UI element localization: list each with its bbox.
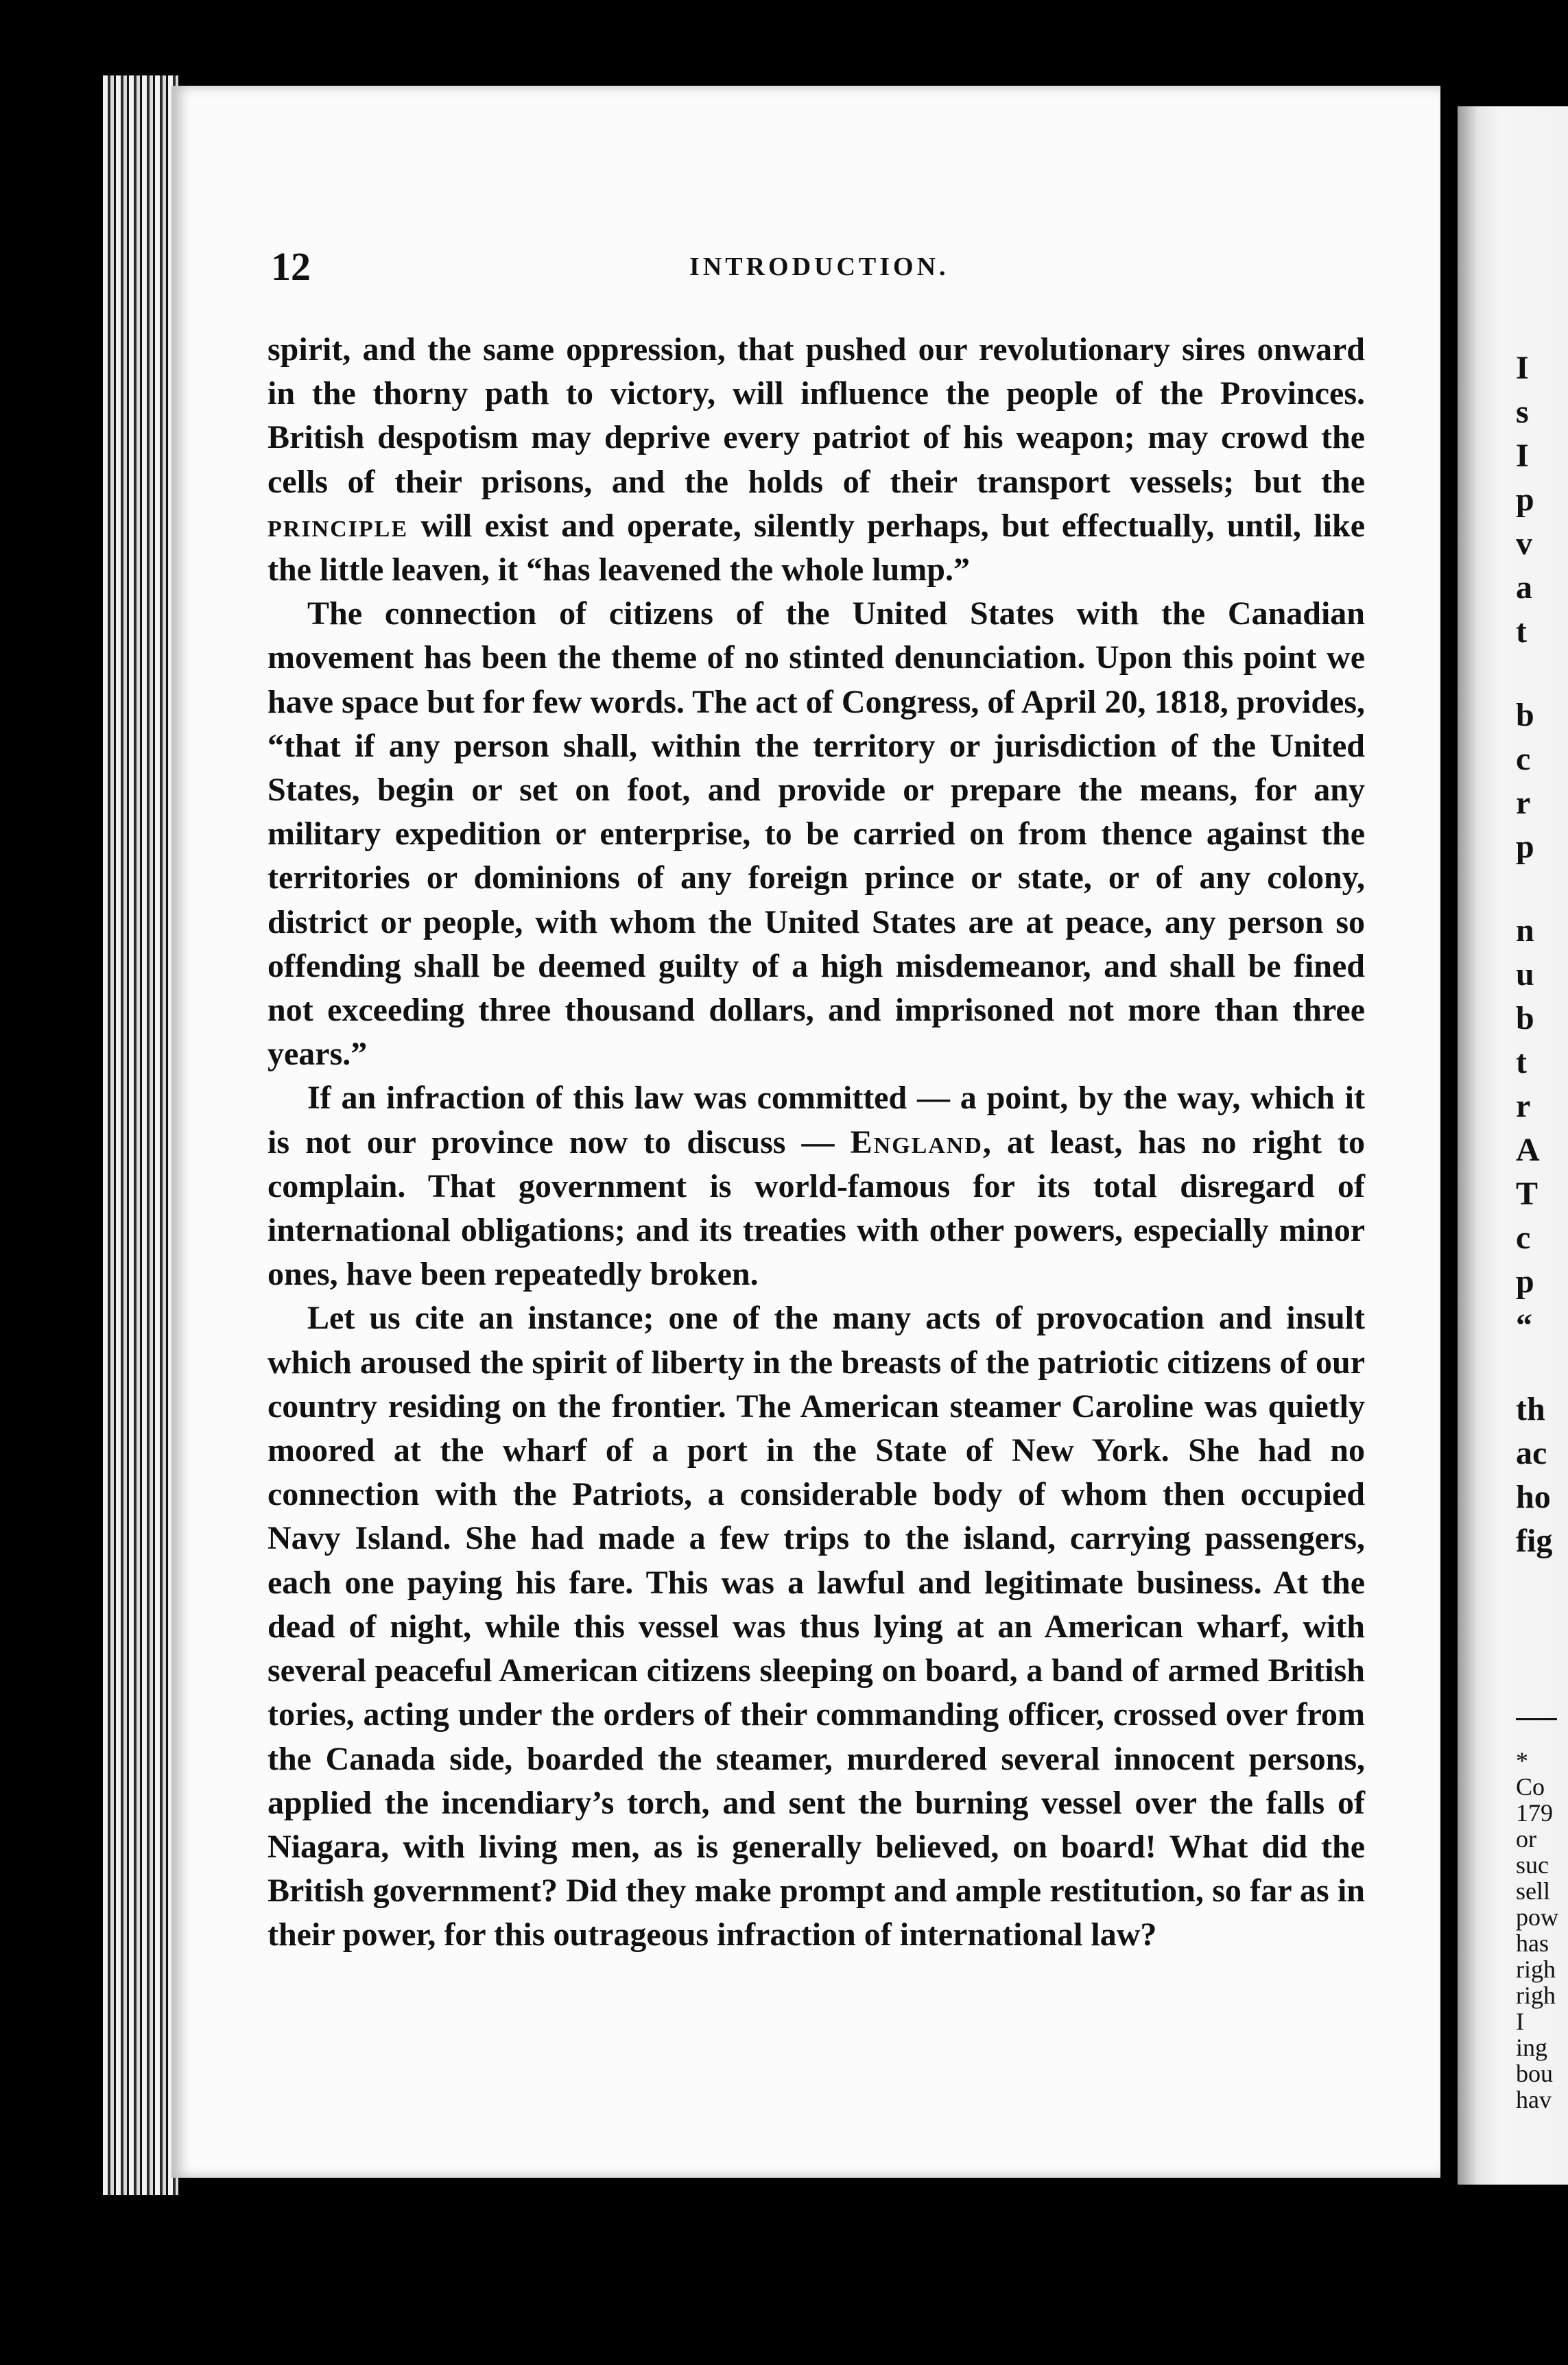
facing-page-fragment: p	[1516, 482, 1534, 518]
small-caps-text: England	[850, 1124, 983, 1161]
facing-page-fragment: n	[1516, 912, 1534, 949]
facing-page-fragment: I	[1516, 350, 1529, 386]
facing-page-note-fragment: righ	[1516, 1956, 1556, 1983]
facing-page-fragment: v	[1516, 525, 1532, 562]
facing-page-fragment: I	[1516, 438, 1529, 474]
paragraph	[268, 1076, 1365, 1296]
facing-page-fragment: r	[1516, 785, 1531, 821]
facing-page-fragment: a	[1516, 569, 1532, 606]
facing-page-note-fragment: bou	[1516, 2060, 1553, 2087]
paragraph-text: If an infraction of this law was committed — a point, by the way, which it is not our province now to discuss —	[268, 1080, 1365, 1161]
facing-page-edge	[1458, 106, 1568, 2185]
facing-page-fragment: ac	[1516, 1435, 1547, 1471]
facing-page-fragment: r	[1516, 1088, 1531, 1124]
facing-page-note-fragment: I	[1516, 2008, 1524, 2035]
facing-page-fragment: c	[1516, 741, 1531, 777]
facing-page-note-fragment: suc	[1516, 1851, 1549, 1879]
paragraph-text: Let us cite an instance; one of the many acts of provocation and insult which aroused the spirit of liberty in the breasts of the patriotic citizens of our country residing on the frontier. The American steamer Caroline was quietly moored at the wharf of a port in the State of New York. She had no connection with the Patriots, a considerable body of whom then occupied Navy Island. She had made a few trips to the island, carrying passengers, each one paying his fare. This was a lawful and legitimate business. At the dead of night, while this vessel was thus lying at an American wharf, with several peaceful American citizens sleeping on board, a band of armed British tories, acting under the orders of their commanding officer, crossed over from the Canada side, boarded the steamer, murdered several innocent persons, applied the incendiary’s torch, and sent the burning vessel over the falls of Niagara, with living men, as is generally believed, on board! What did the British government? Did they make prompt and ample restitution, so far as in their power, for this outrageous infraction of international law?	[268, 1300, 1365, 1953]
facing-page-fragment: p	[1516, 1263, 1534, 1300]
facing-page-fragment: ho	[1516, 1479, 1551, 1515]
facing-page-fragment: “	[1516, 1307, 1532, 1344]
body-text	[268, 328, 1365, 1958]
facing-page-fragment	[1516, 869, 1568, 909]
facing-page-fragment: p	[1516, 829, 1534, 865]
facing-page-note-fragment: ing	[1516, 2034, 1548, 2061]
facing-page-note-fragment: sell	[1516, 1877, 1550, 1905]
facing-page-note-fragment: has	[1516, 1929, 1549, 1957]
page-edges	[103, 75, 178, 2195]
facing-page-fragment: b	[1516, 697, 1534, 733]
paragraph-text: The connection of citizens of the United States with the Canadian movement has been the theme of no stinted denunciation. Upon this point we have space but for few words. The act of Congress, of April 20, 1818, provides, “that if any person shall, within the territory or jurisdiction of the United States, begin or set on foot, and provide or prepare the means, for any military expedition or enterprise, to be carried on from thence against the territories or dominions of any foreign prince or state, or of any colony, district or people, with whom the United States are at peace, any person so offending shall be deemed guilty of a high misdemeanor, and shall be fined not exceeding three thousand dollars, and imprisoned not more than three years.”	[268, 595, 1365, 1073]
footnote-rule	[1516, 1718, 1557, 1720]
paragraph-text: , at least, has no right to complain. That government is world-famous for its total disregard of international obligations; and its treaties with other powers, especially minor ones, have been repeatedly broken.	[268, 1124, 1365, 1293]
page-header	[271, 243, 1372, 292]
facing-page-fragment: b	[1516, 1000, 1534, 1036]
facing-page-fragment: t	[1516, 613, 1527, 650]
facing-page-fragment: c	[1516, 1220, 1531, 1256]
facing-page-fragment: T	[1516, 1176, 1539, 1212]
facing-page-fragment: A	[1516, 1132, 1540, 1168]
facing-page-fragment	[1516, 1348, 1568, 1388]
facing-page-note-fragment: or	[1516, 1825, 1536, 1853]
running-head: INTRODUCTION.	[689, 252, 949, 281]
facing-page-note-fragment: Co	[1516, 1773, 1545, 1801]
facing-page-note-fragment: righ	[1516, 1982, 1556, 2009]
facing-page-note-fragment: pow	[1516, 1903, 1558, 1931]
facing-page-footnote-fragments	[1516, 1718, 1568, 2113]
page-number: 12	[271, 244, 311, 289]
paragraph-text: will exist and operate, silently perhaps, but effectually, until, like the little leaven, it “has leavened the whole lump.”	[268, 507, 1365, 589]
paragraph	[268, 1296, 1365, 1957]
facing-page-fragment: t	[1516, 1044, 1527, 1080]
facing-page-note-fragment: hav	[1516, 2086, 1552, 2113]
paragraph	[268, 328, 1365, 592]
facing-page-note-fragment: *	[1516, 1747, 1528, 1774]
facing-page-fragment: s	[1516, 394, 1529, 430]
facing-page-fragment	[1516, 654, 1568, 693]
facing-page-text-fragments	[1516, 346, 1568, 1563]
small-caps-text: principle	[268, 507, 409, 544]
facing-page-fragment: u	[1516, 956, 1534, 993]
facing-page-fragment: th	[1516, 1391, 1545, 1427]
paragraph	[268, 592, 1365, 1076]
facing-page-fragment: fig	[1516, 1523, 1553, 1559]
facing-page-note-fragment: 179	[1516, 1799, 1553, 1827]
paragraph-text: spirit, and the same oppression, that pushed our revolutionary sires onward in the thorny path to victory, will influence the people of the Provinces. British despotism may deprive every patriot of his weapon; may crowd the cells of their prisons, and the holds of their transport vessels; but the	[268, 331, 1365, 500]
